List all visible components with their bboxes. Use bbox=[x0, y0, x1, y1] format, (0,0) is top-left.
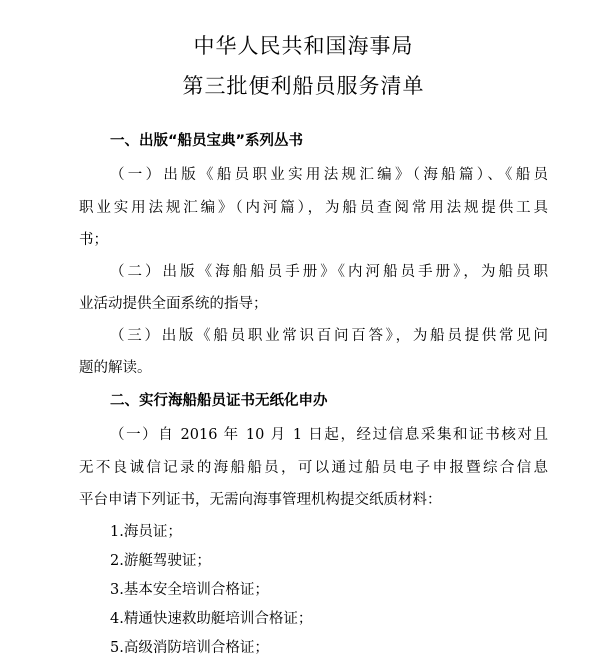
section2-para-line3: 平台申请下列证书，无需向海事管理机构提交纸质材料： bbox=[79, 492, 442, 508]
section1-item3-line1: （三）出版《船员职业常识百问百答》，为船员提供常见问 bbox=[110, 328, 548, 344]
document-title-line1: 中华人民共和国海事局 bbox=[193, 34, 414, 58]
list-item: 2.游艇驾驶证； bbox=[110, 553, 211, 569]
section1-item1-line2: 职业实用法规汇编》（内河篇），为船员查阅常用法规提供工具 bbox=[79, 200, 548, 216]
section1-heading: 一、出版“船员宝典”系列丛书 bbox=[110, 133, 304, 149]
section1-item2-line2: 业活动提供全面系统的指导； bbox=[79, 296, 268, 312]
section1-item2-line1: （二）出版《海船船员手册》《内河船员手册》，为船员职 bbox=[110, 264, 548, 280]
section1-item3-line2: 题的解读。 bbox=[79, 360, 152, 376]
section2-para-line1: （一）自 2016 年 10 月 1 日起，经过信息采集和证书核对且 bbox=[110, 427, 548, 443]
list-item: 3.基本安全培训合格证； bbox=[110, 582, 269, 598]
section1-item1-line1: （一）出版《船员职业实用法规汇编》（海船篇）、《船员 bbox=[110, 167, 548, 183]
section2-heading: 二、实行海船船员证书无纸化申办 bbox=[110, 393, 328, 409]
list-item: 4.精通快速救助艇培训合格证； bbox=[110, 611, 313, 627]
list-item: 5.高级消防培训合格证； bbox=[110, 640, 269, 656]
section1-item1-line3: 书； bbox=[79, 232, 108, 248]
document-title-line2: 第三批便利船员服务清单 bbox=[182, 74, 425, 98]
list-item: 1.海员证； bbox=[110, 524, 182, 540]
section2-para-line2: 无不良诚信记录的海船船员，可以通过船员电子申报暨综合信息 bbox=[79, 460, 548, 476]
